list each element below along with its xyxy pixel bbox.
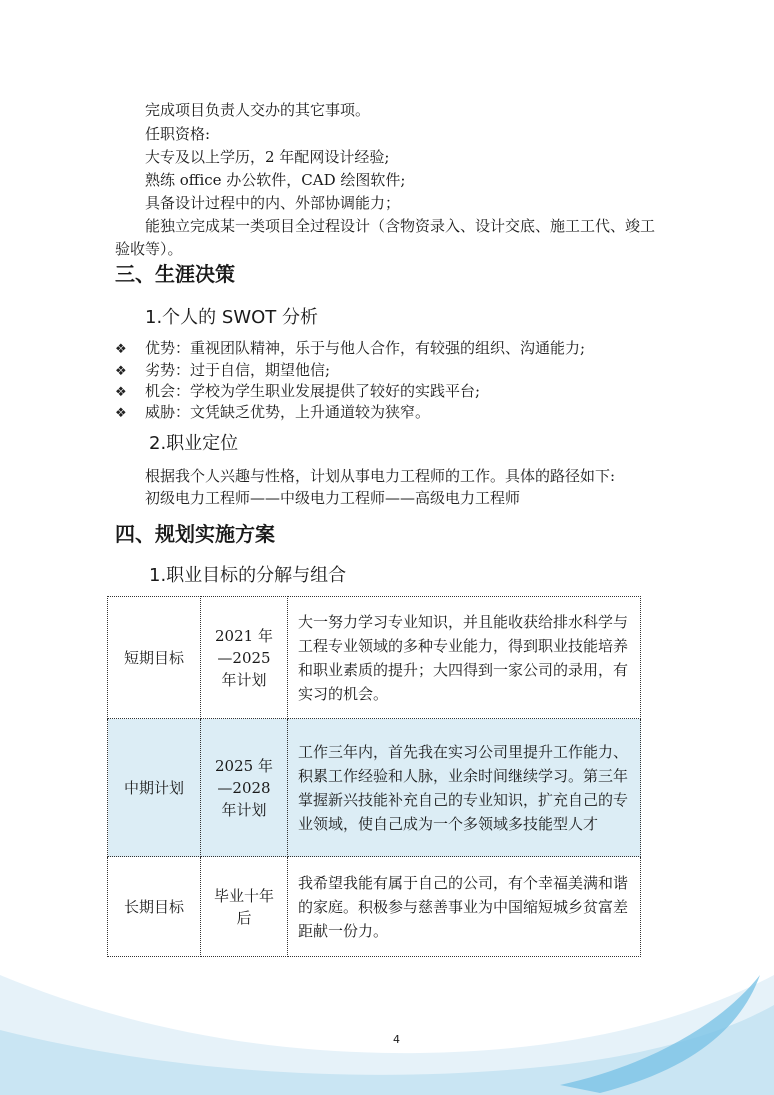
text-line: 具备设计过程中的内、外部协调能力；	[145, 194, 401, 212]
goal-name-cell: 中期计划	[108, 719, 201, 857]
goal-desc-line: 的家庭。积极参与慈善事业为中国缩短城乡贫富差	[298, 897, 629, 916]
diamond-bullet-icon: ❖	[115, 364, 127, 379]
decorative-wave	[0, 935, 774, 1095]
diamond-bullet-icon: ❖	[115, 406, 127, 421]
goal-desc-line: 积累工作经验和人脉，业余时间继续学习。第三年	[298, 766, 629, 785]
table-row	[108, 597, 641, 719]
diamond-bullet-icon: ❖	[115, 342, 127, 357]
list-item	[115, 360, 330, 382]
career-goals-table	[107, 596, 641, 957]
goal-desc-line: 和职业素质的提升；大四得到一家公司的录用，有	[298, 660, 629, 679]
list-item-text: 劣势：过于自信，期望他信;	[145, 361, 331, 379]
goal-period: 2025 年—2028 年计划	[215, 756, 273, 819]
subsection-heading: 1.个人的 SWOT 分析	[145, 307, 319, 328]
goal-name-cell: 短期目标	[108, 597, 201, 719]
subsection-heading: 2.职业定位	[149, 433, 239, 454]
goal-desc-line: 工程专业领域的多种专业能力，得到职业技能培养	[298, 636, 629, 655]
text-line: 验收等）。	[115, 240, 183, 258]
goal-desc-line: 距献一份力。	[298, 921, 389, 940]
goal-desc-line: 工作三年内，首先我在实习公司里提升工作能力、	[298, 742, 629, 761]
section-heading: 四、规划实施方案	[115, 522, 275, 546]
goal-desc-line: 业领域，使自己成为一个多领域多技能型人才	[298, 814, 599, 833]
list-item	[115, 381, 480, 403]
list-item	[115, 338, 585, 360]
section-heading: 三、生涯决策	[115, 262, 235, 286]
goal-period: 毕业十年后	[213, 886, 274, 927]
text-line: 熟练 office 办公软件，CAD 绘图软件;	[145, 171, 406, 189]
goal-desc-line: 掌握新兴技能补充自己的专业知识，扩充自己的专	[298, 790, 629, 809]
text-line: 初级电力工程师——中级电力工程师——高级电力工程师	[145, 489, 521, 507]
list-item-text: 机会：学校为学生职业发展提供了较好的实践平台;	[145, 382, 481, 400]
goal-period: 2021 年—2025 年计划	[215, 626, 273, 689]
goal-period-cell	[201, 597, 288, 719]
subsection-heading: 1.职业目标的分解与组合	[149, 565, 347, 586]
text-line: 任职资格:	[145, 125, 211, 143]
list-item-text: 威胁：文凭缺乏优势，上升通道较为狭窄。	[145, 403, 431, 421]
list-item-text: 优势：重视团队精神，乐于与他人合作，有较强的组织、沟通能力;	[145, 339, 586, 357]
text-line: 能独立完成某一类项目全过程设计（含物资录入、设计交底、施工工代、竣工	[145, 217, 656, 235]
goal-period-cell	[201, 719, 288, 857]
goal-desc-line: 大一努力学习专业知识，并且能收获给排水科学与	[298, 612, 629, 631]
goal-desc-line: 我希望我能有属于自己的公司，有个幸福美满和谐	[298, 873, 629, 892]
text-line: 根据我个人兴趣与性格，计划从事电力工程师的工作。具体的路径如下:	[145, 467, 616, 485]
table-row	[108, 719, 641, 857]
text-line: 大专及以上学历，2 年配网设计经验;	[145, 148, 390, 166]
text-line: 完成项目负责人交办的其它事项。	[145, 101, 371, 119]
page-number: 4	[393, 1033, 400, 1046]
goal-desc-cell	[288, 597, 641, 719]
goal-name-cell: 长期目标	[108, 857, 201, 957]
diamond-bullet-icon: ❖	[115, 385, 127, 400]
goal-desc-line: 实习的机会。	[298, 684, 389, 703]
list-item	[115, 402, 430, 424]
goal-desc-cell	[288, 719, 641, 857]
